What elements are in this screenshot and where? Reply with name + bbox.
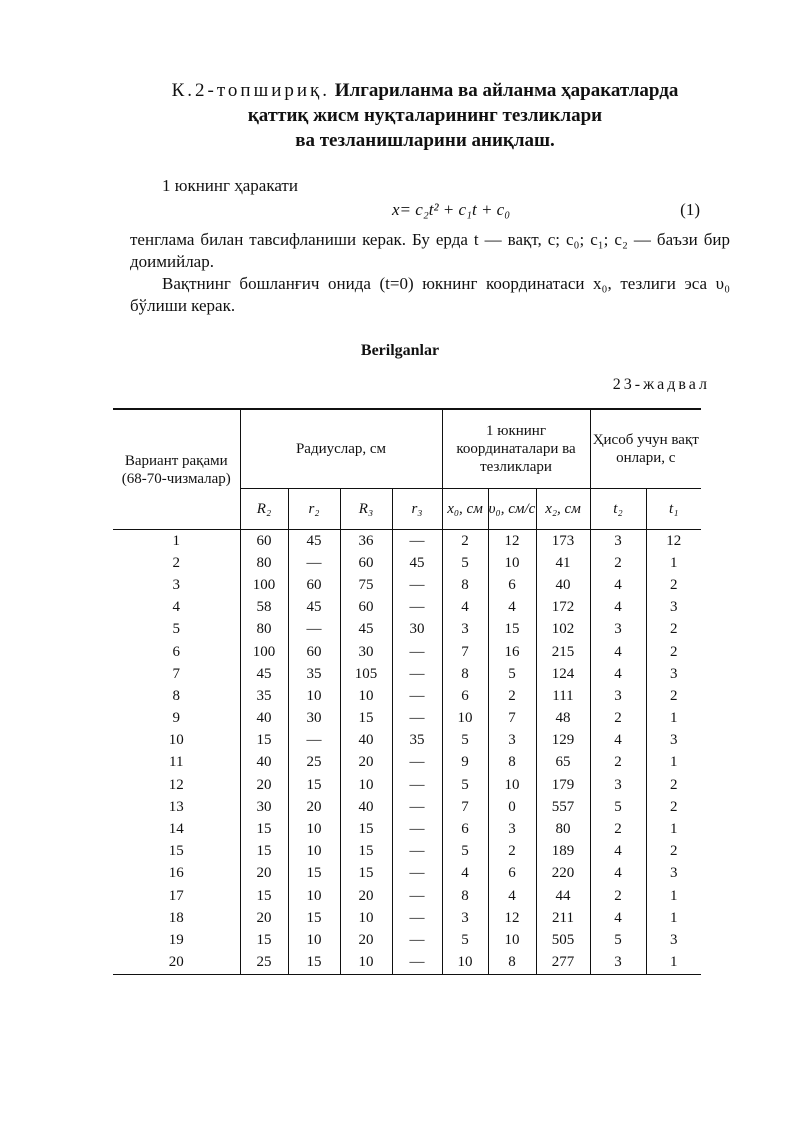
cell-x2: 505 (536, 929, 590, 951)
cell-r2: 15 (288, 907, 340, 929)
title-text-1: Илгариланма ва айланма ҳаракатларда (334, 80, 679, 101)
cell-x2: 40 (536, 574, 590, 596)
cell-R3: 20 (340, 885, 392, 907)
table-row (113, 885, 701, 907)
cell-x0: 9 (442, 752, 488, 774)
cell-t2: 2 (590, 885, 646, 907)
cell-variant: 4 (172, 599, 180, 616)
cell-t1: 1 (646, 952, 701, 975)
cell-variant: 15 (168, 843, 184, 860)
cell-t1: 2 (646, 685, 701, 707)
title-line-1 (120, 78, 730, 103)
cell-r2: 15 (288, 952, 340, 975)
cell-t2: 3 (590, 530, 646, 553)
cell-r2: 45 (288, 597, 340, 619)
cell-r3: — (392, 774, 442, 796)
cell-x0: 5 (442, 841, 488, 863)
given-heading: Berilganlar (360, 342, 440, 359)
cell-x0: 5 (442, 929, 488, 951)
cell-r3: — (392, 796, 442, 818)
cell-r2: 10 (288, 818, 340, 840)
title-line-2: қаттиқ жисм нуқталарининг тезликлари (247, 105, 603, 126)
cell-variant: 13 (168, 798, 184, 815)
cell-t1: 3 (646, 863, 701, 885)
cell-variant: 8 (172, 687, 180, 704)
cell-r3: — (392, 641, 442, 663)
cell-t2: 4 (590, 663, 646, 685)
cell-variant: 3 (172, 576, 180, 593)
cell-v0: 6 (488, 574, 536, 596)
cell-variant: 1 (172, 532, 180, 549)
cell-t1: 1 (646, 885, 701, 907)
cell-variant: 11 (169, 754, 184, 771)
header-variant: Вариант рақами (68-70-чизмалар) (121, 452, 231, 487)
cell-r2: 10 (288, 685, 340, 707)
table-row (113, 641, 701, 663)
cell-t2: 3 (590, 952, 646, 975)
cell-R3: 40 (340, 730, 392, 752)
cell-R2: 20 (240, 774, 288, 796)
cell-r3: — (392, 841, 442, 863)
cell-R2: 15 (240, 730, 288, 752)
cell-R3: 40 (340, 796, 392, 818)
cell-variant: 20 (168, 954, 184, 971)
cell-v0: 7 (488, 708, 536, 730)
subheader-v0: υ₀, см/с (488, 489, 536, 530)
cell-r3: — (392, 574, 442, 596)
cell-x2: 172 (536, 597, 590, 619)
cell-t1: 1 (646, 818, 701, 840)
cell-r2: 35 (288, 663, 340, 685)
cell-t2: 4 (590, 863, 646, 885)
motion-formula: x= c₂t² + c₁t + c₀ (392, 200, 511, 219)
cell-R2: 15 (240, 929, 288, 951)
table-row (113, 752, 701, 774)
cell-v0: 15 (488, 619, 536, 641)
cell-r3: 30 (392, 619, 442, 641)
cell-R2: 30 (240, 796, 288, 818)
cell-r3: 35 (392, 730, 442, 752)
table-body (113, 530, 701, 975)
table-row (113, 552, 701, 574)
table-row (113, 841, 701, 863)
cell-v0: 6 (488, 863, 536, 885)
cell-t2: 2 (590, 552, 646, 574)
title-block (120, 78, 730, 153)
cell-x2: 211 (536, 907, 590, 929)
cell-r3: — (392, 597, 442, 619)
cell-x0: 7 (442, 796, 488, 818)
cell-r3: — (392, 663, 442, 685)
cell-variant: 12 (168, 776, 184, 793)
cell-r2: 45 (288, 530, 340, 553)
table-row (113, 907, 701, 929)
cell-x0: 10 (442, 708, 488, 730)
cell-t2: 2 (590, 752, 646, 774)
cell-R3: 45 (340, 619, 392, 641)
cell-R3: 105 (340, 663, 392, 685)
cell-t2: 4 (590, 730, 646, 752)
header-coordinates: 1 юкнинг координаталари ва тезликлари (442, 409, 590, 489)
cell-r3: — (392, 708, 442, 730)
table-row (113, 952, 701, 975)
cell-t1: 3 (646, 929, 701, 951)
cell-r3: — (392, 863, 442, 885)
cell-t1: 2 (646, 841, 701, 863)
cell-variant: 14 (168, 821, 184, 838)
cell-r3: — (392, 952, 442, 975)
cell-R3: 15 (340, 863, 392, 885)
cell-variant: 10 (168, 732, 184, 749)
cell-R3: 10 (340, 907, 392, 929)
cell-x2: 48 (536, 708, 590, 730)
subheader-t2: t₂ (590, 489, 646, 530)
cell-t1: 3 (646, 730, 701, 752)
cell-variant: 18 (168, 909, 184, 926)
cell-x0: 5 (442, 730, 488, 752)
cell-v0: 16 (488, 641, 536, 663)
cell-variant: 2 (172, 554, 180, 571)
table-row (113, 818, 701, 840)
cell-v0: 2 (488, 841, 536, 863)
cell-R3: 60 (340, 552, 392, 574)
cell-r2: 20 (288, 796, 340, 818)
cell-v0: 0 (488, 796, 536, 818)
cell-R2: 15 (240, 885, 288, 907)
cell-t2: 4 (590, 841, 646, 863)
cell-x0: 4 (442, 597, 488, 619)
cell-r3: — (392, 929, 442, 951)
cell-t1: 2 (646, 574, 701, 596)
cell-variant: 5 (172, 621, 180, 638)
cell-x0: 8 (442, 885, 488, 907)
cell-R3: 15 (340, 708, 392, 730)
table-number: 23-жадвал (612, 376, 710, 393)
cell-R2: 60 (240, 530, 288, 553)
cell-x2: 65 (536, 752, 590, 774)
equation-number: (1) (680, 200, 700, 219)
cell-t2: 3 (590, 774, 646, 796)
cell-R2: 15 (240, 818, 288, 840)
title-line-3: ва тезланишларини аниқлаш. (295, 130, 555, 151)
cell-t2: 3 (590, 619, 646, 641)
cell-r2: — (288, 619, 340, 641)
cell-t2: 2 (590, 818, 646, 840)
table-row (113, 530, 701, 553)
cell-r2: 10 (288, 841, 340, 863)
cell-x0: 8 (442, 574, 488, 596)
cell-t1: 12 (646, 530, 701, 553)
cell-r2: — (288, 552, 340, 574)
cell-R2: 25 (240, 952, 288, 975)
table-row (113, 685, 701, 707)
cell-x0: 3 (442, 619, 488, 641)
cell-t2: 4 (590, 574, 646, 596)
cell-t2: 5 (590, 796, 646, 818)
cell-t1: 3 (646, 597, 701, 619)
cell-x0: 6 (442, 685, 488, 707)
cell-r2: 30 (288, 708, 340, 730)
cell-x2: 129 (536, 730, 590, 752)
cell-variant: 16 (168, 865, 184, 882)
subheader-r3: r₃ (392, 489, 442, 530)
cell-R2: 100 (240, 641, 288, 663)
cell-R2: 20 (240, 907, 288, 929)
cell-x0: 2 (442, 530, 488, 553)
cell-x0: 3 (442, 907, 488, 929)
cell-R3: 30 (340, 641, 392, 663)
cell-x0: 10 (442, 952, 488, 975)
cell-t1: 1 (646, 752, 701, 774)
cell-R2: 58 (240, 597, 288, 619)
cell-v0: 10 (488, 552, 536, 574)
cell-t2: 4 (590, 597, 646, 619)
cell-variant: 7 (172, 665, 180, 682)
cell-x2: 80 (536, 818, 590, 840)
cell-t2: 5 (590, 929, 646, 951)
cell-v0: 5 (488, 663, 536, 685)
cell-t1: 1 (646, 708, 701, 730)
cell-t1: 2 (646, 641, 701, 663)
cell-variant: 17 (168, 887, 184, 904)
subheader-x0: x₀, см (442, 489, 488, 530)
cell-x0: 5 (442, 774, 488, 796)
cell-v0: 2 (488, 685, 536, 707)
cell-x2: 111 (536, 685, 590, 707)
cell-x2: 215 (536, 641, 590, 663)
initial-conditions-paragraph: Вақтнинг бошланғич онида (t=0) юкнинг координатаси x₀, тезлиги эса υ₀ бўлиши керак. (130, 274, 730, 315)
subheader-r2: r₂ (288, 489, 340, 530)
cell-variant: 9 (172, 710, 180, 727)
table-row (113, 863, 701, 885)
cell-R2: 35 (240, 685, 288, 707)
cell-r2: 10 (288, 929, 340, 951)
variants-table (113, 408, 701, 975)
cell-R2: 40 (240, 752, 288, 774)
cell-v0: 10 (488, 774, 536, 796)
cell-R2: 80 (240, 619, 288, 641)
cell-variant: 19 (168, 931, 184, 948)
cell-v0: 4 (488, 885, 536, 907)
cell-t1: 1 (646, 552, 701, 574)
constants-paragraph: тенглама билан тавсифланиши керак. Бу ерда t — вақт, c; c₀; c₁; c₂ — баъзи бир доимийлар. (130, 230, 730, 271)
cell-v0: 8 (488, 752, 536, 774)
cell-v0: 3 (488, 730, 536, 752)
cell-v0: 12 (488, 907, 536, 929)
cell-x2: 124 (536, 663, 590, 685)
cell-r3: — (392, 530, 442, 553)
cell-r3: — (392, 818, 442, 840)
cell-R2: 40 (240, 708, 288, 730)
cell-x0: 7 (442, 641, 488, 663)
cell-r3: — (392, 885, 442, 907)
cell-v0: 4 (488, 597, 536, 619)
table-row (113, 730, 701, 752)
cell-R3: 15 (340, 841, 392, 863)
table-row (113, 619, 701, 641)
cell-x2: 173 (536, 530, 590, 553)
table-row (113, 929, 701, 951)
cell-v0: 3 (488, 818, 536, 840)
cell-R3: 10 (340, 685, 392, 707)
cell-r2: 60 (288, 641, 340, 663)
cell-r3: — (392, 685, 442, 707)
cell-r2: 60 (288, 574, 340, 596)
cell-t1: 2 (646, 796, 701, 818)
cell-x0: 4 (442, 863, 488, 885)
cell-R3: 36 (340, 530, 392, 553)
cell-R2: 80 (240, 552, 288, 574)
cell-x2: 102 (536, 619, 590, 641)
header-radii: Радиуслар, см (240, 409, 442, 489)
cell-x0: 6 (442, 818, 488, 840)
cell-r3: — (392, 907, 442, 929)
cell-r2: 15 (288, 863, 340, 885)
cell-t2: 2 (590, 708, 646, 730)
cell-R3: 75 (340, 574, 392, 596)
cell-x2: 557 (536, 796, 590, 818)
cell-r2: 10 (288, 885, 340, 907)
cell-r3: 45 (392, 552, 442, 574)
cell-t1: 2 (646, 774, 701, 796)
cell-R3: 20 (340, 752, 392, 774)
table-row (113, 574, 701, 596)
table-row (113, 663, 701, 685)
table-row (113, 796, 701, 818)
cell-x2: 41 (536, 552, 590, 574)
table-row (113, 774, 701, 796)
cell-R2: 15 (240, 841, 288, 863)
table-row (113, 597, 701, 619)
cell-t2: 4 (590, 641, 646, 663)
header-times: Ҳисоб учун вақт онлари, с (590, 409, 701, 489)
cell-t2: 4 (590, 907, 646, 929)
cell-x2: 189 (536, 841, 590, 863)
cell-r2: — (288, 730, 340, 752)
cell-t2: 3 (590, 685, 646, 707)
cell-r3: — (392, 752, 442, 774)
cell-x2: 220 (536, 863, 590, 885)
cell-R3: 60 (340, 597, 392, 619)
cell-t1: 1 (646, 907, 701, 929)
motion-lead: 1 юкнинг ҳаракати (162, 176, 298, 195)
cell-x0: 5 (442, 552, 488, 574)
cell-x2: 277 (536, 952, 590, 975)
cell-r2: 25 (288, 752, 340, 774)
task-code: К.2-топшириқ. (171, 80, 331, 101)
cell-R3: 10 (340, 774, 392, 796)
cell-R3: 10 (340, 952, 392, 975)
cell-R2: 45 (240, 663, 288, 685)
cell-r2: 15 (288, 774, 340, 796)
cell-v0: 10 (488, 929, 536, 951)
cell-R2: 20 (240, 863, 288, 885)
subheader-R3: R₃ (340, 489, 392, 530)
cell-R2: 100 (240, 574, 288, 596)
cell-x2: 179 (536, 774, 590, 796)
subheader-R2: R₂ (240, 489, 288, 530)
cell-R3: 20 (340, 929, 392, 951)
subheader-t1: t₁ (646, 489, 701, 530)
table-row (113, 708, 701, 730)
subheader-x2: x₂, см (536, 489, 590, 530)
cell-x2: 44 (536, 885, 590, 907)
cell-x0: 8 (442, 663, 488, 685)
cell-t1: 3 (646, 663, 701, 685)
cell-R3: 15 (340, 818, 392, 840)
cell-t1: 2 (646, 619, 701, 641)
cell-v0: 12 (488, 530, 536, 553)
cell-variant: 6 (172, 643, 180, 660)
cell-v0: 8 (488, 952, 536, 975)
